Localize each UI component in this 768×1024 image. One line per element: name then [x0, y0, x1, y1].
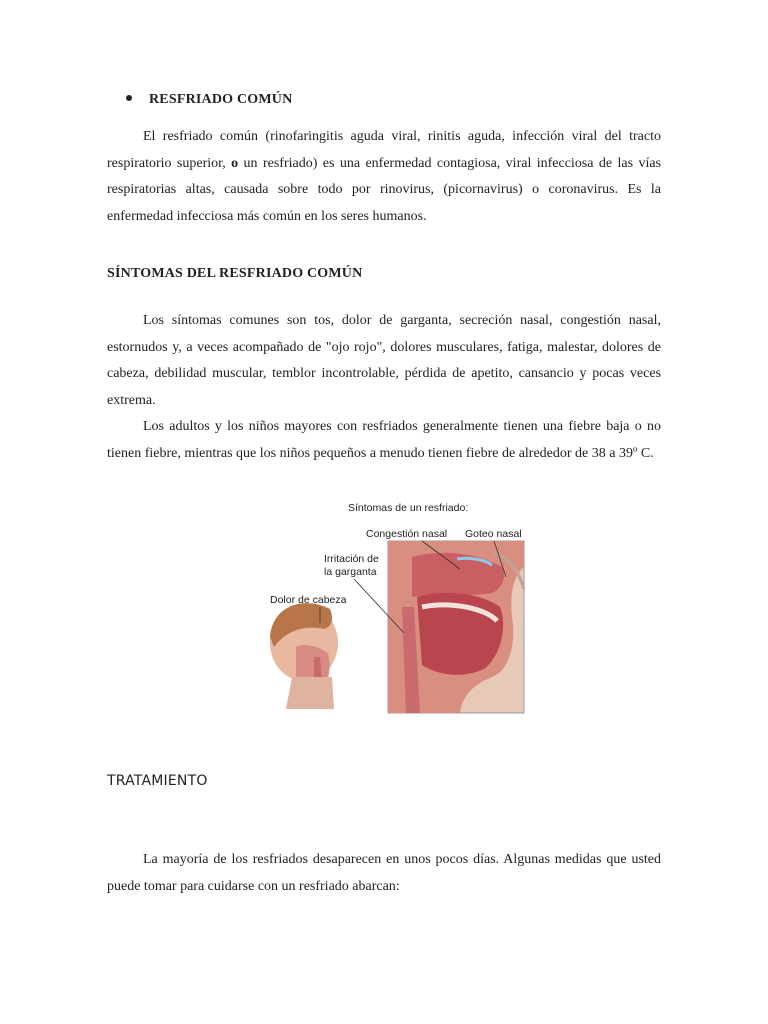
section-heading-resfriado — [126, 92, 292, 108]
treatment-paragraph: La mayoría de los resfriados desaparecen en unos pocos días. Algunas medidas que usted puede tomar para cuidarse con un resfriado abarcan: — [107, 852, 661, 894]
label-congestion-nasal: Congestión nasal — [366, 528, 448, 540]
head-cross-section-image — [388, 541, 524, 713]
label-irritacion-1: Irritación de — [324, 553, 379, 565]
figure-title: Síntomas de un resfriado: — [348, 502, 469, 514]
intro-bold-o: o — [231, 155, 239, 171]
anatomy-figure — [262, 497, 532, 717]
symptoms-paragraph: Los síntomas comunes son tos, dolor de garganta, secreción nasal, congestión nasal, estornudos y, a veces acompañado de "ojo rojo", dolores musculares, fatiga, malestar, dolores de cabeza, debilidad muscular, temblor incontrolable, pérdida de apetito, cansancio y pocas veces extrema. — [107, 313, 661, 408]
label-dolor-cabeza: Dolor de cabeza — [270, 594, 347, 606]
label-goteo-nasal: Goteo nasal — [465, 528, 522, 540]
fever-paragraph: Los adultos y los niños mayores con resfriados generalmente tienen una fiebre baja o no tienen fiebre, mientras que los niños pequeños a menudo tienen fiebre de alrededor de 38 a 39º C. — [107, 419, 661, 461]
section-heading-tratamiento: TRATAMIENTO — [107, 773, 208, 789]
section-heading-sintomas: SÍNTOMAS DEL RESFRIADO COMÚN — [107, 266, 363, 281]
intro-text-1: El resfriado común (rinofaringitis aguda viral, rinitis aguda, infección viral del tracto respiratorio superior, — [107, 129, 661, 171]
symptoms-illustration — [262, 497, 532, 717]
head-side-view-image — [270, 603, 338, 709]
intro-text-2: un resfriado) es una enfermedad contagiosa, viral infecciosa de las vías respiratorias altas, causada sobre todo por rinovirus, (picornavirus) o coronavirus. Es la enfermedad infecciosa más común en los seres humanos. — [107, 155, 661, 224]
intro-paragraph — [107, 124, 661, 230]
heading-text: RESFRIADO COMÚN — [149, 92, 293, 107]
label-irritacion-2: la garganta — [324, 566, 377, 578]
bullet-icon — [126, 95, 132, 101]
